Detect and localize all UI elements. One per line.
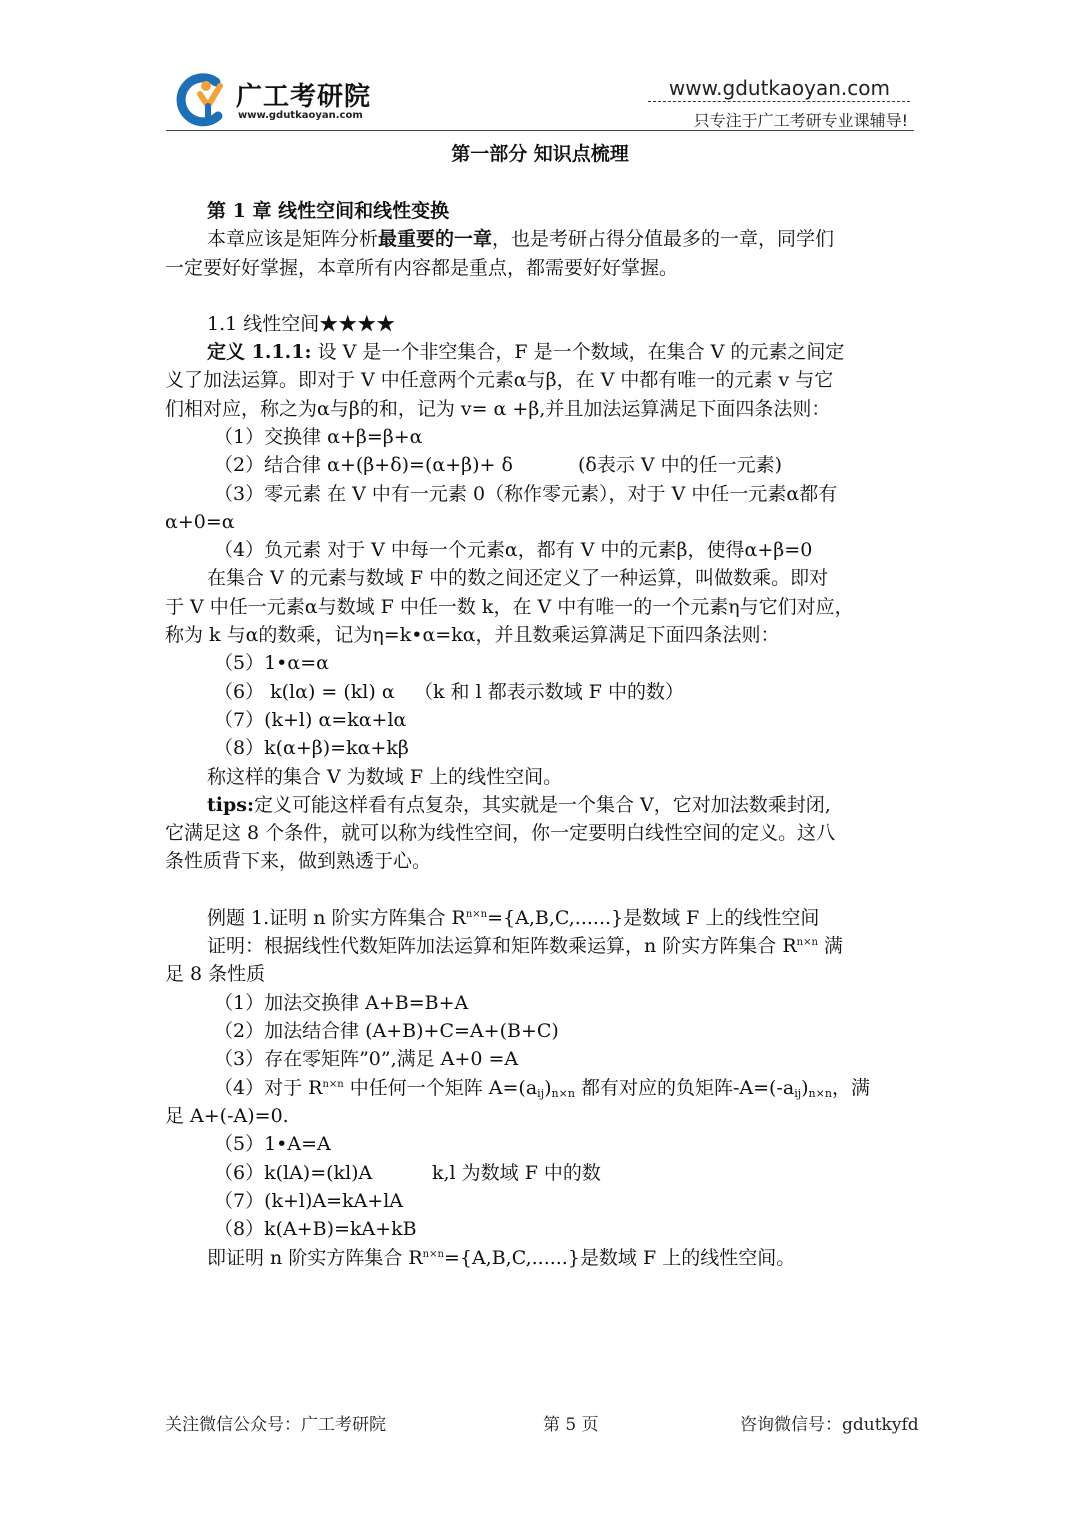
rule-5: （5）1•α=α	[214, 652, 329, 674]
rule-4: （4）负元素 对于 V 中每一个元素α，都有 V 中的元素β，使得α+β=0	[214, 539, 813, 561]
footer-wechat-account: 关注微信公众号：广工考研院	[165, 1415, 386, 1435]
property-4-a: （4）对于 R	[214, 1077, 323, 1099]
property-1: （1）加法交换律 A+B=B+A	[214, 992, 469, 1014]
property-7: （7）(k+l)A=kA+lA	[214, 1190, 404, 1212]
logo-title: 广工考研院	[236, 82, 372, 112]
rule-6-note: （k 和 l 都表示数域 F 中的数）	[414, 681, 684, 703]
logo-mark-icon	[176, 72, 234, 128]
proof-conclusion	[207, 1244, 795, 1273]
superscript: n×n	[422, 1249, 444, 1260]
scalar-line3: 称为 k 与α的数乘，记为η=k•α=kα，并且数乘运算满足下面四条法则：	[165, 624, 780, 646]
tips-text: 定义可能这样看有点复杂，其实就是一个集合 V，它对加法数乘封闭,	[254, 794, 831, 816]
rule-3: （3）零元素 在 V 中有一元素 0（称作零元素），对于 V 中任一元素α都有	[214, 483, 838, 505]
scalar-line1: 在集合 V 的元素与数域 F 中的数之间还定义了一种运算，叫做数乘。即对	[207, 567, 829, 589]
header-divider	[166, 130, 914, 131]
property-4-c: )	[544, 1077, 552, 1099]
property-4-e: )	[801, 1077, 809, 1099]
example-title-b: ={A,B,C,......}是数域 F 上的线性空间	[487, 907, 820, 929]
scalar-line2: 于 V 中任一元素α与数域 F 中任一数 k，在 V 中有唯一的一个元素η与它们对应，	[165, 596, 854, 618]
definition-line2: 义了加法运算。即对于 V 中任意两个元素α与β，在 V 中都有唯一的元素 v 与它	[165, 369, 834, 391]
intro-text-b: ，也是考研占得分值最多的一章，同学们	[492, 228, 835, 250]
property-4	[214, 1074, 870, 1103]
property-5: （5）1•A=A	[214, 1133, 331, 1155]
proof-line2: 足 8 条性质	[165, 963, 266, 985]
definition-conclusion: 称这样的集合 V 为数域 F 上的线性空间。	[207, 766, 563, 788]
intro-text-a: 本章应该是矩阵分析	[207, 228, 379, 250]
property-4-f: ，满	[831, 1077, 870, 1099]
property-6: （6）k(lA)=(kl)A	[214, 1162, 373, 1184]
tips-line1	[207, 791, 831, 820]
property-8: （8）k(A+B)=kA+kB	[214, 1218, 417, 1240]
rule-6: （6） k(lα) = (kl) α	[214, 681, 395, 703]
rule-7: （7）(k+l) α=kα+lα	[214, 709, 407, 731]
proof-line1	[207, 932, 843, 961]
property-4-d: 都有对应的负矩阵-A=(-a	[574, 1077, 795, 1099]
property-2: （2）加法结合律 (A+B)+C=A+(B+C)	[214, 1020, 559, 1042]
footer-wechat-id: 咨询微信号：gdutkyfd	[740, 1415, 919, 1435]
property-6-note: k,l 为数域 F 中的数	[432, 1162, 601, 1184]
definition-line3: 们相对应，称之为α与β的和，记为 v= α +β,并且加法运算满足下面四条法则：	[165, 398, 831, 420]
subscript-nxn: n×n	[808, 1087, 832, 1100]
property-4-b: 中任何一个矩阵 A=(a	[343, 1077, 538, 1099]
definition-text: 设 V 是一个非空集合，F 是一个数域，在集合 V 的元素之间定	[311, 341, 845, 363]
proof-conclusion-a: 即证明 n 阶实方阵集合 R	[207, 1247, 423, 1269]
tips-label: tips:	[207, 794, 254, 816]
tips-line2: 它满足这 8 个条件，就可以称为线性空间，你一定要明白线性空间的定义。这八	[165, 822, 836, 844]
example-title	[207, 904, 819, 933]
logo-url: www.gdutkaoyan.com	[238, 110, 363, 121]
subscript-ij: ij	[794, 1087, 802, 1100]
rule-2: （2）结合律 α+(β+δ)=(α+β)+ δ	[214, 454, 513, 476]
site-url-link[interactable]: www.gdutkaoyan.com	[668, 76, 890, 100]
definition-line1	[207, 338, 844, 367]
header-slogan: 只专注于广工考研专业课辅导!	[693, 111, 908, 130]
definition-label: 定义 1.1.1:	[207, 341, 312, 363]
page-number: 第 5 页	[543, 1415, 599, 1435]
tips-line3: 条性质背下来，做到熟透于心。	[165, 850, 432, 872]
example-title-a: 例题 1.证明 n 阶实方阵集合 R	[207, 907, 466, 929]
rule-2-note: (δ表示 V 中的任一元素)	[578, 454, 783, 476]
property-4-cont: 足 A+(-A)=0.	[165, 1105, 289, 1127]
property-3: （3）存在零矩阵”0”,满足 A+0 =A	[214, 1048, 519, 1070]
superscript: n×n	[322, 1079, 344, 1090]
section-title: 1.1 线性空间★★★★	[207, 313, 396, 335]
header-dashed-divider	[648, 101, 910, 102]
rule-1: （1）交换律 α+β=β+α	[214, 426, 423, 448]
superscript: n×n	[465, 909, 488, 920]
logo	[176, 72, 406, 128]
proof-text-a: 证明：根据线性代数矩阵加法运算和矩阵数乘运算，n 阶实方阵集合 R	[207, 935, 797, 957]
rule-8: （8）k(α+β)=kα+kβ	[214, 737, 409, 759]
subscript-ij: ij	[537, 1087, 545, 1100]
chapter-intro-line1	[207, 225, 834, 254]
chapter-title: 第 1 章 线性空间和线性变换	[207, 200, 450, 222]
proof-text-b: 满	[817, 935, 843, 957]
proof-conclusion-b: ={A,B,C,......}是数域 F 上的线性空间。	[443, 1247, 796, 1269]
subscript-nxn: n×n	[551, 1087, 575, 1100]
rule-3-cont: α+0=α	[165, 511, 235, 533]
part-title: 第一部分 知识点梳理	[451, 143, 629, 165]
superscript: n×n	[796, 937, 818, 948]
intro-emphasis: 最重要的一章	[378, 228, 493, 250]
chapter-intro-line2: 一定要好好掌握，本章所有内容都是重点，都需要好好掌握。	[165, 257, 679, 279]
